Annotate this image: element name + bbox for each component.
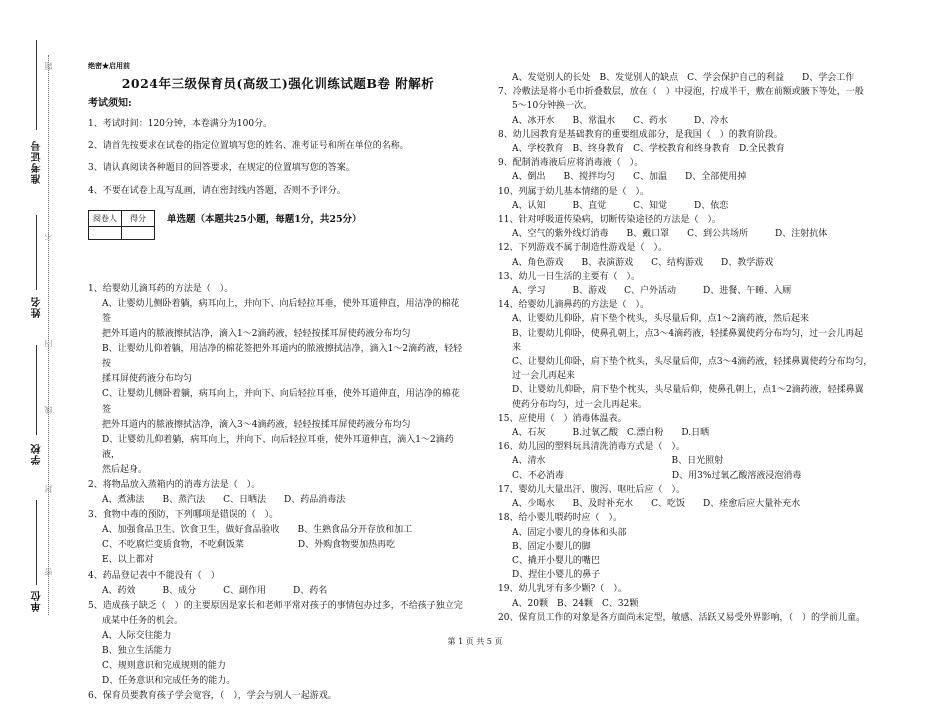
question-stem: 15、应使用（ ）消毒体温表。 — [498, 413, 627, 424]
question-option: C、让婴幼儿仰卧，肩下垫个枕头，头尽量后仰，点3～4滴药液，轻揉鼻翼使药分布均匀， — [512, 357, 873, 368]
question-option: A、角色游戏 B、表演游戏 C、结构游戏 D、教学游戏 — [512, 257, 774, 268]
grader-cell[interactable] — [89, 226, 122, 239]
section-header — [88, 206, 468, 240]
question-stem: 18、给小婴儿喂药时应（ ）。 — [498, 513, 622, 524]
right-questions — [498, 71, 916, 625]
question-option: A、清水 B、日光照射 — [512, 456, 724, 467]
question-option: D、捏住小婴儿的鼻子 — [512, 570, 601, 581]
note-item: 2、请首先按要求在试卷的指定位置填写您的姓名、准考证号和所在单位的名称。 — [88, 141, 409, 152]
question-option: D、让婴幼儿仰着躺，病耳向上，并向下、向后轻拉耳垂，使外耳道伸直，滴入1～2滴药液， — [102, 434, 454, 460]
question-stem: 17、婴幼儿大量出汗、腹泻、呕吐后应（ ）。 — [498, 484, 685, 495]
question-option: A、加强食品卫生、饮食卫生，做好食品验收 B、生熟食品分开存放和加工 — [102, 525, 413, 536]
school-write-line — [36, 345, 37, 435]
question-option: 成某中任务的机会。 — [102, 615, 184, 626]
question-option: B、让婴幼儿仰着躺，用洁净的棉花签把外耳道内的脓液擦拭洁净，滴入1～2滴药液，轻轻按 — [102, 344, 463, 370]
notes-list — [88, 117, 468, 198]
question-stem: 8、幼儿园教育是基础教育的重要组成部分，是我国（ ）的教育阶段。 — [498, 129, 783, 140]
margin-label-name: 姓名 — [32, 296, 43, 318]
question-option: A、学校教育 B、终身教育 C、学校教育和终身教育 D.全民教育 — [512, 144, 785, 155]
question-option: D、任务意识和完成任务的能力。 — [102, 676, 236, 687]
question-option: C、撬开小婴儿的嘴巴 — [512, 555, 600, 566]
score-box — [88, 210, 155, 240]
note-item: 4、不要在试卷上乱写乱画，请在密封线内答题，否则不予评分。 — [88, 185, 346, 196]
question-option: A、固定小婴儿的身体和头部 — [512, 527, 627, 538]
margin-deco-char: 封 — [44, 485, 53, 493]
section-title: 单选题（本题共25小题，每题1分，共25分） — [167, 213, 362, 225]
question-stem: 7、冷敷法是将小毛巾折叠数层，放在（ ）中浸泡，拧成半干，敷在前额或腋下等处，一般 — [498, 87, 864, 98]
question-option: A、药效 B、成分 C、副作用 D、药名 — [102, 585, 328, 596]
question-stem: 6、保育员要教育孩子学会宽容，（ ），学会与别人一起游戏。 — [88, 691, 337, 702]
exam-title: 2024年三级保育员(高级工)强化训练试题B卷 附解析 — [121, 76, 435, 92]
question-option: 5～10分钟换一次。 — [512, 101, 593, 112]
question-option: 把外耳道内的脓液擦拭洁净，滴入3～4滴药液，轻轻按揉耳屏使药液分布均匀 — [102, 419, 411, 430]
question-option: C、不必消毒 D、用3%过氧乙酸溶液浸泡消毒 — [512, 470, 802, 481]
note-item: 1、考试时间：120分钟，本卷满分为100分。 — [88, 119, 273, 130]
question-option: 把外耳道内的脓液擦拭洁净，滴入1～2滴药液，轻轻按揉耳屏使药液分布均匀 — [102, 329, 411, 340]
score-cell[interactable] — [122, 226, 155, 239]
margin-deco-char: 不 — [44, 232, 53, 240]
question-stem: 4、药品登记表中不能没有（ ） — [88, 570, 220, 581]
question-option: A、倒出 B、搅拌均匀 C、加温 D、全部使用掉 — [512, 172, 747, 183]
binding-margin — [0, 0, 75, 671]
margin-label-school: 学校 — [32, 443, 43, 465]
grader-label: 阅卷人 — [89, 210, 122, 226]
question-option: 使药分布均匀，过一会儿再起来。 — [512, 399, 648, 410]
margin-deco-char: 题 — [44, 62, 53, 70]
question-stem: 3、食物中毒的预防，下列哪项是错误的（ ）。 — [88, 510, 279, 521]
question-option: A、让婴幼儿侧卧着躺，病耳向上，并向下、向后轻拉耳垂，使外耳道伸直，用洁净的棉花签 — [102, 298, 460, 324]
question-option: C、规则意识和完成规则的能力 — [102, 661, 226, 672]
question-stem: 16、幼儿园的塑料玩具清洗消毒方式是（ ）。 — [498, 442, 685, 453]
question-option: C、让婴幼儿侧卧着躺，病耳向上，并向下、向后轻拉耳垂，使外耳道伸直，用洁净的棉花签 — [102, 389, 460, 415]
question-option: A、人际交往能力 — [102, 630, 172, 641]
margin-label-exam-id: 准考证号 — [32, 140, 43, 184]
margin-label-unit: 单位 — [32, 590, 43, 612]
margin-deco-char: 密 — [44, 568, 53, 576]
note-item: 3、请认真阅读各种题目的回答要求，在规定的位置填写您的答案。 — [88, 163, 355, 174]
notes-heading: 考试须知: — [88, 98, 132, 110]
question-option: 然后起身。 — [102, 464, 148, 475]
question-option: B、独立生活能力 — [102, 646, 172, 656]
question-option: A、少喝水 B、及时补充水 C、吃饭 D、痊愈后应大量补充水 — [512, 499, 801, 510]
question-option: A、20颗 B、24颗 C、32颗 — [512, 598, 639, 609]
question-stem: 2、将物品放入蒸箱内的消毒方法是（ ）。 — [88, 479, 261, 490]
question-option: A、煮沸法 B、蒸汽法 C、日晒法 D、药品消毒法 — [102, 495, 346, 506]
question-option: 揉耳屏使药液分布均匀 — [102, 374, 193, 385]
score-label: 得分 — [122, 210, 155, 226]
question-option: B、固定小婴儿的脚 — [512, 541, 591, 552]
question-stem: 19、幼儿乳牙有多少颗?（ ）。 — [498, 584, 627, 595]
question-stem: 12、下列游戏不属于制造性游戏是（ ）。 — [498, 243, 667, 254]
question-option: A、石灰 B.过氧乙酸 C.漂白粉 D.日晒 — [512, 428, 710, 439]
question-option: 来 — [512, 342, 522, 353]
left-column — [88, 58, 468, 704]
question-option: A、让婴幼儿仰卧，肩下垫个枕头，头尽量后仰，点1～2滴药液，然后起来 — [512, 314, 809, 325]
page-number: 第 1 页 共 5 页 — [447, 637, 503, 646]
secret-mark: 绝密★启用前 — [88, 61, 130, 70]
question-option: E、以上都对 — [102, 555, 154, 566]
question-option: A、空气的紫外线灯消毒 B、戴口罩 C、到公共场所 D、注射抗体 — [512, 229, 828, 240]
question-option: 过一会儿再起来 — [512, 371, 576, 382]
exam-id-write-line — [36, 40, 37, 130]
margin-deco-char: 线 — [44, 406, 53, 414]
question-stem: 1、给婴幼儿滴耳药的方法是（ ）。 — [88, 283, 234, 294]
question-option: A、发觉别人的长处 B、发觉别人的缺点 C、学会保护自己的利益 D、学会工作 — [512, 73, 855, 83]
margin-deco-char: 内 — [44, 340, 53, 348]
name-write-line — [36, 215, 37, 290]
question-stem: 10、列属于幼儿基本情绪的是（ ）。 — [498, 186, 649, 197]
question-option: D、让婴幼儿仰卧，肩下垫个枕头，头尽量后仰，使鼻孔朝上，点1～2滴药液，轻揉鼻翼 — [512, 385, 864, 396]
seal-cut-line — [48, 55, 49, 615]
question-stem: 13、幼儿一日生活的主要有（ ）。 — [498, 271, 640, 282]
question-option: A、学习 B、游戏 C、户外活动 D、进餐、午睡、入厕 — [512, 286, 792, 297]
question-option: B、让婴幼儿仰卧，使鼻孔朝上，点3～4滴药液，轻揉鼻翼使药分布均匀，过一会儿再起 — [512, 328, 864, 339]
question-stem: 5、造成孩子缺乏（ ）的主要原因是家长和老师平常对孩子的事情包办过多，不给孩子独立完 — [88, 600, 463, 611]
unit-write-line — [36, 500, 37, 585]
question-stem: 14、给婴幼儿滴鼻药的方法是（ ）。 — [498, 300, 649, 311]
question-option: A、认知 B、直觉 C、知觉 D、依恋 — [512, 200, 729, 211]
question-stem: 11、针对呼吸道传染病，切断传染途径的方法是（ ）。 — [498, 215, 721, 226]
question-option: A、冰开水 B、常温水 C、药水 D、冷水 — [512, 115, 729, 126]
question-option: C、不吃腐烂变质食物，不吃剩饭菜 D、外购食物要加热再吃 — [102, 540, 396, 551]
question-stem: 20、保育员工作的对象是各方面尚未定型，敏感、活跃又易受外界影响，（ ）的学前儿童。 — [498, 612, 865, 623]
question-stem: 9、配制消毒液后应将消毒液（ ）。 — [498, 158, 644, 169]
